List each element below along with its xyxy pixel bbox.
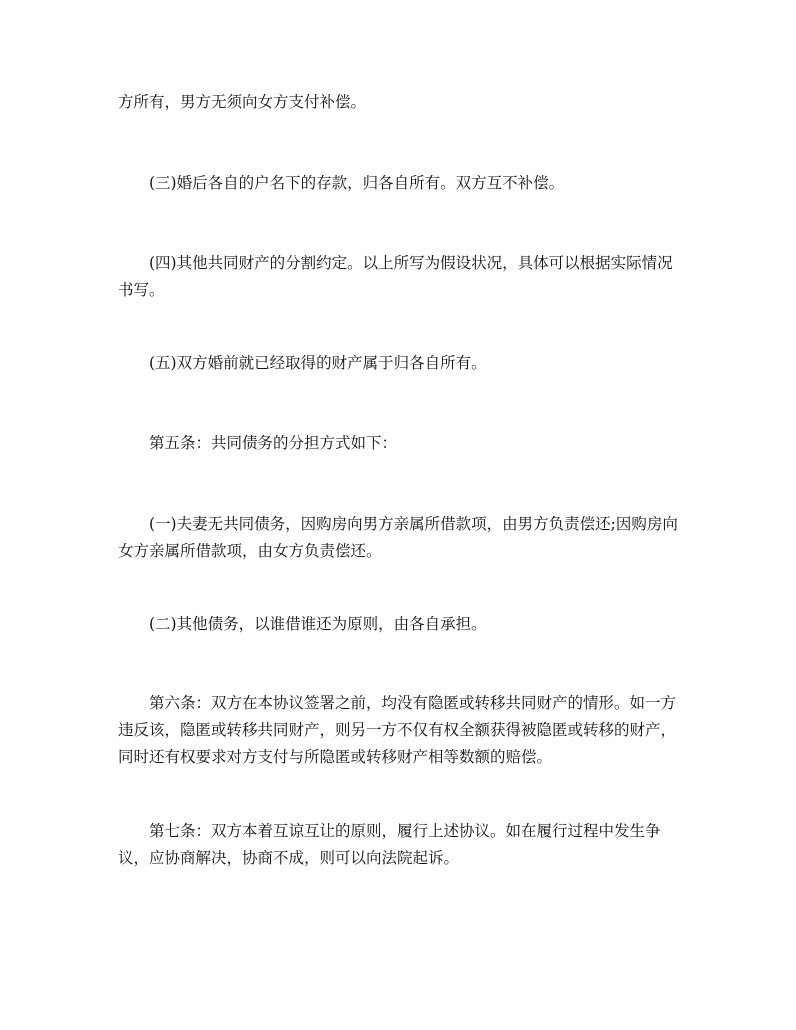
paragraph-item-4: (四)其他共同财产的分割约定。以上所写为假设状况，具体可以根据实际情况书写。	[118, 254, 673, 299]
paragraph-continuation: 方所有，男方无须向女方支付补偿。	[118, 93, 367, 111]
paragraph-debt-2: (二)其他债务，以谁借谁还为原则，由各自承担。	[149, 615, 487, 633]
paragraph-article-7: 第七条：双方本着互谅互让的原则，履行上述协议。如在履行过程中发生争议，应协商解决，协商不成，则可以向法院起诉。	[118, 822, 661, 867]
paragraph-article-6: 第六条：双方在本协议签署之前，均没有隐匿或转移共同财产的情形。如一方违反该，隐匿或转移共同财产，则另一方不仅有权全额获得被隐匿或转移的财产，同时还有权要求对方支付与所隐匿或转移财产相等数额的赔偿。	[118, 694, 677, 766]
paragraph-item-3: (三)婚后各自的户名下的存款，归各自所有。双方互不补偿。	[149, 174, 565, 192]
paragraph-article-5: 第五条：共同债务的分担方式如下：	[149, 434, 398, 452]
paragraph-debt-1: (一)夫妻无共同债务，因购房向男方亲属所借款项，由男方负责偿还;因购房向女方亲属所借款项，由女方负责偿还。	[118, 515, 678, 560]
paragraph-item-5: (五)双方婚前就已经取得的财产属于归各自所有。	[149, 354, 487, 372]
